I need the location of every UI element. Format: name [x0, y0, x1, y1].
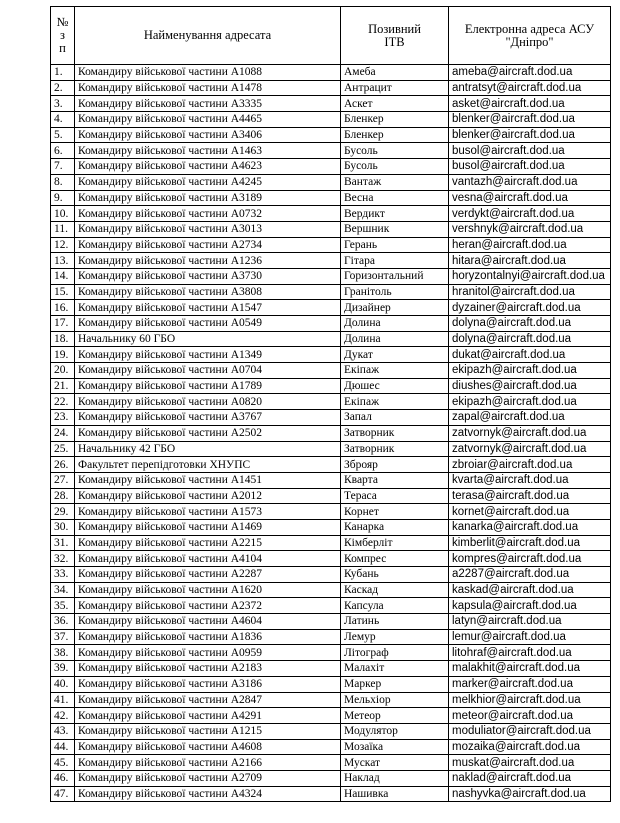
callsign: Бусоль — [341, 143, 449, 159]
table-row — [51, 378, 611, 394]
table-row — [51, 331, 611, 347]
recipient-name: Командиру військової частини А4324 — [75, 786, 341, 802]
row-number: 20. — [51, 363, 75, 379]
recipient-name: Командиру військової частини А3335 — [75, 96, 341, 112]
callsign: Бленкер — [341, 127, 449, 143]
callsign: Екіпаж — [341, 394, 449, 410]
table-row — [51, 190, 611, 206]
row-number: 37. — [51, 629, 75, 645]
callsign: Затворник — [341, 425, 449, 441]
callsign: Компрес — [341, 551, 449, 567]
email-address: heran@aircraft.dod.ua — [449, 237, 611, 253]
callsign: Горизонтальний — [341, 268, 449, 284]
recipient-name: Командиру військової частини А3808 — [75, 284, 341, 300]
table-row — [51, 598, 611, 614]
header-email-line: "Дніпро" — [505, 34, 554, 49]
recipient-name: Начальнику 60 ГБО — [75, 331, 341, 347]
callsign: Мозаїка — [341, 739, 449, 755]
email-address: lemur@aircraft.dod.ua — [449, 629, 611, 645]
row-number: 13. — [51, 253, 75, 269]
row-number: 28. — [51, 488, 75, 504]
callsign: Латинь — [341, 614, 449, 630]
email-address: vershnyk@aircraft.dod.ua — [449, 221, 611, 237]
email-address: dolyna@aircraft.dod.ua — [449, 331, 611, 347]
callsign: Дукат — [341, 347, 449, 363]
table-row — [51, 284, 611, 300]
email-address: mozaika@aircraft.dod.ua — [449, 739, 611, 755]
table-row — [51, 739, 611, 755]
email-address: nashyvka@aircraft.dod.ua — [449, 786, 611, 802]
email-address: zatvornyk@aircraft.dod.ua — [449, 441, 611, 457]
table-row — [51, 253, 611, 269]
callsign: Гранітоль — [341, 284, 449, 300]
row-number: 44. — [51, 739, 75, 755]
email-address: blenker@aircraft.dod.ua — [449, 127, 611, 143]
table-row — [51, 394, 611, 410]
table-row — [51, 300, 611, 316]
table-row — [51, 80, 611, 96]
row-number: 19. — [51, 347, 75, 363]
table-row — [51, 692, 611, 708]
row-number: 23. — [51, 410, 75, 426]
callsign: Зброяр — [341, 457, 449, 473]
table-row — [51, 708, 611, 724]
table-row — [51, 661, 611, 677]
callsign: Бусоль — [341, 159, 449, 175]
table-row — [51, 347, 611, 363]
row-number: 43. — [51, 723, 75, 739]
table-row — [51, 786, 611, 802]
email-address: litohraf@aircraft.dod.ua — [449, 645, 611, 661]
recipient-name: Командиру військової частини А2502 — [75, 425, 341, 441]
email-address: zbroiar@aircraft.dod.ua — [449, 457, 611, 473]
email-address: melkhior@aircraft.dod.ua — [449, 692, 611, 708]
row-number: 29. — [51, 504, 75, 520]
table-row — [51, 65, 611, 81]
recipient-name: Командиру військової частини А2166 — [75, 755, 341, 771]
email-address: ekipazh@aircraft.dod.ua — [449, 363, 611, 379]
row-number: 34. — [51, 582, 75, 598]
recipient-name: Командиру військової частини А2012 — [75, 488, 341, 504]
email-address: kanarka@aircraft.dod.ua — [449, 519, 611, 535]
callsign: Наклад — [341, 770, 449, 786]
table-row — [51, 96, 611, 112]
table-row — [51, 770, 611, 786]
callsign: Кімберліт — [341, 535, 449, 551]
row-number: 45. — [51, 755, 75, 771]
recipient-name: Командиру військової частини А1573 — [75, 504, 341, 520]
row-number: 38. — [51, 645, 75, 661]
recipient-name: Командиру військової частини А1789 — [75, 378, 341, 394]
email-address: marker@aircraft.dod.ua — [449, 676, 611, 692]
row-number: 18. — [51, 331, 75, 347]
recipient-name: Командиру військової частини А1088 — [75, 65, 341, 81]
callsign: Капсула — [341, 598, 449, 614]
callsign: Аскет — [341, 96, 449, 112]
recipient-name: Командиру військової частини А1547 — [75, 300, 341, 316]
table-row — [51, 112, 611, 128]
table-row — [51, 723, 611, 739]
email-address: kornet@aircraft.dod.ua — [449, 504, 611, 520]
recipient-name: Командиру військової частини А1451 — [75, 472, 341, 488]
table-row — [51, 582, 611, 598]
table-row — [51, 237, 611, 253]
recipient-name: Командиру військової частини А1215 — [75, 723, 341, 739]
recipient-name: Командиру військової частини А3013 — [75, 221, 341, 237]
row-number: 25. — [51, 441, 75, 457]
row-number: 7. — [51, 159, 75, 175]
row-number: 21. — [51, 378, 75, 394]
table-row — [51, 143, 611, 159]
email-address: blenker@aircraft.dod.ua — [449, 112, 611, 128]
row-number: 42. — [51, 708, 75, 724]
email-address: meteor@aircraft.dod.ua — [449, 708, 611, 724]
recipient-name: Командиру військової частини А3767 — [75, 410, 341, 426]
table-row — [51, 441, 611, 457]
recipient-name: Командиру військової частини А3189 — [75, 190, 341, 206]
table-row — [51, 316, 611, 332]
recipient-name: Начальнику 42 ГБО — [75, 441, 341, 457]
row-number: 33. — [51, 567, 75, 583]
row-number: 5. — [51, 127, 75, 143]
row-number: 14. — [51, 268, 75, 284]
table-row — [51, 488, 611, 504]
email-address: dyzainer@aircraft.dod.ua — [449, 300, 611, 316]
recipient-name: Командиру військової частини А1236 — [75, 253, 341, 269]
callsign: Канарка — [341, 519, 449, 535]
callsign: Метеор — [341, 708, 449, 724]
recipient-name: Командиру військової частини А3730 — [75, 268, 341, 284]
recipient-name: Командиру військової частини А2709 — [75, 770, 341, 786]
recipient-name: Командиру військової частини А0704 — [75, 363, 341, 379]
table-row — [51, 676, 611, 692]
recipient-name: Командиру військової частини А2372 — [75, 598, 341, 614]
row-number: 32. — [51, 551, 75, 567]
table-row — [51, 629, 611, 645]
row-number: 10. — [51, 206, 75, 222]
callsign: Тераса — [341, 488, 449, 504]
callsign: Дюшес — [341, 378, 449, 394]
recipient-name: Командиру військової частини А4465 — [75, 112, 341, 128]
recipient-name: Командиру військової частини А3406 — [75, 127, 341, 143]
callsign: Бленкер — [341, 112, 449, 128]
email-address: hitara@aircraft.dod.ua — [449, 253, 611, 269]
email-address: zapal@aircraft.dod.ua — [449, 410, 611, 426]
table-row — [51, 127, 611, 143]
table-row — [51, 363, 611, 379]
header-number-line: п — [59, 41, 66, 55]
email-address: vantazh@aircraft.dod.ua — [449, 174, 611, 190]
row-number: 6. — [51, 143, 75, 159]
row-number: 41. — [51, 692, 75, 708]
row-number: 17. — [51, 316, 75, 332]
table-row — [51, 174, 611, 190]
recipient-name: Командиру військової частини А1469 — [75, 519, 341, 535]
header-recipient-name: Найменування адресата — [75, 7, 341, 65]
email-address: a2287@aircraft.dod.ua — [449, 567, 611, 583]
recipient-name: Командиру військової частини А0820 — [75, 394, 341, 410]
row-number: 12. — [51, 237, 75, 253]
email-address: dolyna@aircraft.dod.ua — [449, 316, 611, 332]
callsign: Кубань — [341, 567, 449, 583]
header-email — [449, 7, 611, 65]
callsign: Затворник — [341, 441, 449, 457]
table-row — [51, 268, 611, 284]
callsign: Малахіт — [341, 661, 449, 677]
row-number: 1. — [51, 65, 75, 81]
row-number: 2. — [51, 80, 75, 96]
row-number: 16. — [51, 300, 75, 316]
header-number-line: з — [60, 28, 65, 42]
row-number: 15. — [51, 284, 75, 300]
email-address: kimberlit@aircraft.dod.ua — [449, 535, 611, 551]
recipient-name: Командиру військової частини А2734 — [75, 237, 341, 253]
recipient-name: Командиру військової частини А0732 — [75, 206, 341, 222]
table-row — [51, 567, 611, 583]
email-address: dukat@aircraft.dod.ua — [449, 347, 611, 363]
table-row — [51, 206, 611, 222]
callsign: Вантаж — [341, 174, 449, 190]
email-address: horyzontalnyi@aircraft.dod.ua — [449, 268, 611, 284]
email-address: verdykt@aircraft.dod.ua — [449, 206, 611, 222]
recipient-name: Командиру військової частини А1463 — [75, 143, 341, 159]
recipient-name: Командиру військової частини А1620 — [75, 582, 341, 598]
row-number: 11. — [51, 221, 75, 237]
callsign: Антрацит — [341, 80, 449, 96]
table-row — [51, 551, 611, 567]
table-row — [51, 645, 611, 661]
header-email-line: Електронна адреса АСУ — [464, 21, 595, 36]
email-address: naklad@aircraft.dod.ua — [449, 770, 611, 786]
email-address: busol@aircraft.dod.ua — [449, 143, 611, 159]
row-number: 22. — [51, 394, 75, 410]
recipient-name: Командиру військової частини А2287 — [75, 567, 341, 583]
row-number: 8. — [51, 174, 75, 190]
recipient-name: Командиру військової частини А4604 — [75, 614, 341, 630]
table-row — [51, 221, 611, 237]
recipient-name: Командиру військової частини А2183 — [75, 661, 341, 677]
row-number: 3. — [51, 96, 75, 112]
table-row — [51, 535, 611, 551]
recipient-name: Командиру військової частини А1836 — [75, 629, 341, 645]
callsign: Долина — [341, 316, 449, 332]
table-row — [51, 159, 611, 175]
email-address: asket@aircraft.dod.ua — [449, 96, 611, 112]
email-address: zatvornyk@aircraft.dod.ua — [449, 425, 611, 441]
header-callsign — [341, 7, 449, 65]
callsign: Літограф — [341, 645, 449, 661]
table-row — [51, 519, 611, 535]
callsign: Лемур — [341, 629, 449, 645]
callsign: Маркер — [341, 676, 449, 692]
email-address: hranitol@aircraft.dod.ua — [449, 284, 611, 300]
recipients-table — [50, 6, 611, 802]
table-row — [51, 504, 611, 520]
email-address: malakhit@aircraft.dod.ua — [449, 661, 611, 677]
recipient-name: Командиру військової частини А4291 — [75, 708, 341, 724]
table-row — [51, 410, 611, 426]
callsign: Каскад — [341, 582, 449, 598]
callsign: Вершник — [341, 221, 449, 237]
recipient-name: Командиру військової частини А4623 — [75, 159, 341, 175]
callsign: Амеба — [341, 65, 449, 81]
header-callsign-line: Позивний — [368, 21, 421, 36]
table-row — [51, 614, 611, 630]
email-address: kaskad@aircraft.dod.ua — [449, 582, 611, 598]
row-number: 36. — [51, 614, 75, 630]
recipient-name: Командиру військової частини А4608 — [75, 739, 341, 755]
email-address: muskat@aircraft.dod.ua — [449, 755, 611, 771]
callsign: Герань — [341, 237, 449, 253]
recipient-name: Командиру військової частини А1478 — [75, 80, 341, 96]
email-address: terasa@aircraft.dod.ua — [449, 488, 611, 504]
email-address: kompres@aircraft.dod.ua — [449, 551, 611, 567]
recipient-name: Командиру військової частини А1349 — [75, 347, 341, 363]
email-address: vesna@aircraft.dod.ua — [449, 190, 611, 206]
recipient-name: Командиру військової частини А0959 — [75, 645, 341, 661]
row-number: 31. — [51, 535, 75, 551]
row-number: 24. — [51, 425, 75, 441]
recipient-name: Командиру військової частини А2215 — [75, 535, 341, 551]
email-address: latyn@aircraft.dod.ua — [449, 614, 611, 630]
row-number: 4. — [51, 112, 75, 128]
recipient-name: Командиру військової частини А3186 — [75, 676, 341, 692]
email-address: busol@aircraft.dod.ua — [449, 159, 611, 175]
email-address: kvarta@aircraft.dod.ua — [449, 472, 611, 488]
row-number: 46. — [51, 770, 75, 786]
row-number: 39. — [51, 661, 75, 677]
recipient-name: Командиру військової частини А0549 — [75, 316, 341, 332]
callsign: Долина — [341, 331, 449, 347]
table-row — [51, 472, 611, 488]
email-address: diushes@aircraft.dod.ua — [449, 378, 611, 394]
callsign: Гітара — [341, 253, 449, 269]
table-body — [51, 65, 611, 802]
callsign: Екіпаж — [341, 363, 449, 379]
callsign: Модулятор — [341, 723, 449, 739]
callsign: Кварта — [341, 472, 449, 488]
header-number-line: № — [56, 15, 69, 29]
email-address: moduliator@aircraft.dod.ua — [449, 723, 611, 739]
table-row — [51, 755, 611, 771]
callsign: Мускат — [341, 755, 449, 771]
row-number: 35. — [51, 598, 75, 614]
row-number: 27. — [51, 472, 75, 488]
callsign: Нашивка — [341, 786, 449, 802]
recipient-name: Командиру військової частини А2847 — [75, 692, 341, 708]
callsign: Вердикт — [341, 206, 449, 222]
callsign: Запал — [341, 410, 449, 426]
table-header-row — [51, 7, 611, 65]
header-callsign-line: ІТВ — [384, 34, 405, 49]
callsign: Весна — [341, 190, 449, 206]
row-number: 9. — [51, 190, 75, 206]
row-number: 30. — [51, 519, 75, 535]
email-address: ekipazh@aircraft.dod.ua — [449, 394, 611, 410]
recipient-name: Факультет перепідготовки ХНУПС — [75, 457, 341, 473]
table-row — [51, 425, 611, 441]
table-row — [51, 457, 611, 473]
callsign: Мельхіор — [341, 692, 449, 708]
email-address: ameba@aircraft.dod.ua — [449, 65, 611, 81]
callsign: Корнет — [341, 504, 449, 520]
row-number: 47. — [51, 786, 75, 802]
recipient-name: Командиру військової частини А4245 — [75, 174, 341, 190]
row-number: 40. — [51, 676, 75, 692]
header-number — [51, 7, 75, 65]
row-number: 26. — [51, 457, 75, 473]
callsign: Дизайнер — [341, 300, 449, 316]
recipient-name: Командиру військової частини А4104 — [75, 551, 341, 567]
email-address: antratsyt@aircraft.dod.ua — [449, 80, 611, 96]
email-address: kapsula@aircraft.dod.ua — [449, 598, 611, 614]
